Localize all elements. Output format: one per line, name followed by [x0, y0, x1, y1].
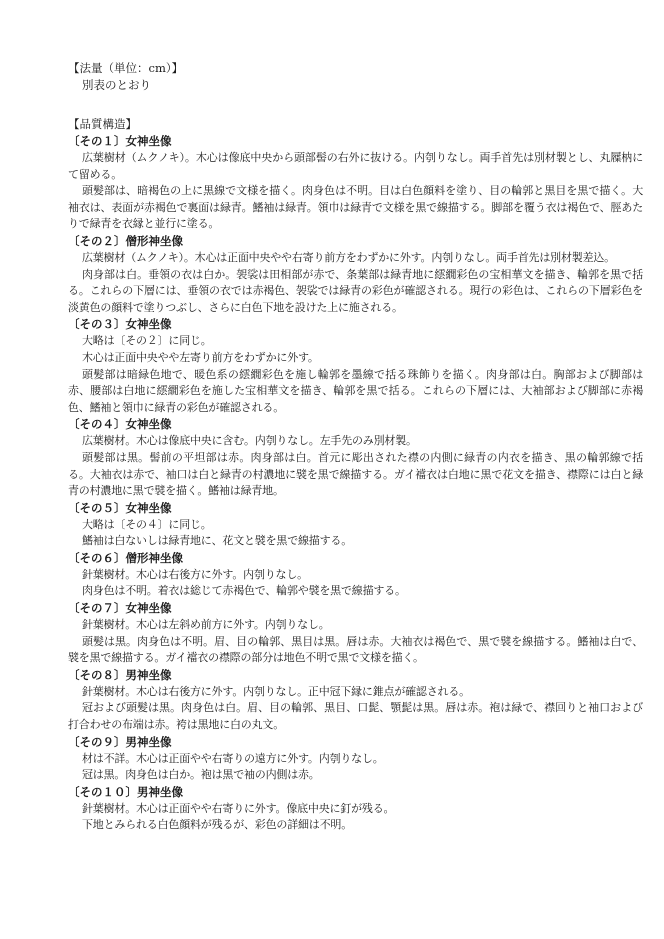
- statue-list: [68, 133, 643, 834]
- statue-paragraph: 広葉樹材（ムクノキ）。木心は像底中央から頭部髻の右外に抜ける。内刳りなし。両手首先は別材製とし、丸屧枘にて留める。: [68, 151, 643, 181]
- statue-section: [68, 500, 643, 550]
- statue-paragraph: 頭髪は黒。肉身色は不明。眉、目の輪郭、黒目は黒。唇は赤。大袖衣は褐色で、黒で襞を線描する。鰭袖は白で、襞を黒で線描する。ガイ襠衣の襟際の部分は地色不明で黒で文様を描く。: [68, 634, 643, 665]
- statue-section: [68, 133, 643, 233]
- statue-section: [68, 550, 643, 600]
- statue-section: [68, 667, 643, 734]
- statue-paragraph: 大略は〔その２〕に同じ。: [82, 334, 212, 348]
- statue-title: 〔その５〕女神坐像: [68, 500, 172, 515]
- statue-title: 〔その１０〕男神坐像: [68, 784, 183, 799]
- statue-title: 〔その９〕男神坐像: [68, 734, 172, 749]
- statue-paragraph: 針葉樹材。木心は右後方に外す。内刳りなし。: [82, 567, 308, 581]
- statue-paragraph: 下地とみられる白色顔料が残るが、彩色の詳細は不明。: [82, 818, 352, 832]
- statue-section: [68, 734, 643, 784]
- statue-paragraph: 針葉樹材。木心は正面やや右寄りに外す。像底中央に釘が残る。: [82, 801, 395, 815]
- quality-heading: 【品質構造】: [68, 117, 137, 131]
- statue-paragraph: 広葉樹材。木心は像底中央に含む。内刳りなし。左手先のみ別材製。: [82, 434, 417, 448]
- statue-paragraph: 肉身部は白。垂領の衣は白か。袈裟は田相部が赤で、条葉部は緑青地に繧繝彩色の宝相華文を描き、輪郭を黒で括る。これらの下層には、垂領の衣では赤褐色、袈裟では緑青の彩色が確認される。現行の彩色は、これらの下層彩色を淡黄色の顔料で塗りつぶし、さらに白色下地を設けた上に施される。: [68, 267, 643, 314]
- statue-paragraph: 頭髪部は黒。髻前の平坦部は赤。肉身部は白。首元に彫出された襟の内側に緑青の内衣を描き、黒の輪郭線で括る。大袖衣は赤で、袖口は白と緑青の村濃地に襞を黒で線描する。ガイ襠衣は白地に黒で花文を描き、襟際には白と緑青の村濃地に黒で襞を描く。鰭袖は緑青地。: [68, 450, 643, 498]
- statue-paragraph: 冠は黒。肉身色は白か。袍は黒で袖の内側は赤。: [82, 768, 320, 782]
- statue-paragraph: 針葉樹材。木心は左斜め前方に外す。内刳りなし。: [82, 618, 330, 632]
- section-gap: [68, 94, 643, 116]
- statue-paragraph: 頭髪部は、暗褐色の上に黒線で文様を描く。肉身色は不明。目は白色顔料を塗り、目の輪郭と黒目を黒で描く。大袖衣は、表面が赤褐色で裏面は緑青。鰭袖は緑青。領巾は緑青で文様を黒で線描する。脚部を覆う衣は褐色で、脛あたりで緑青を衣縁と並行に塗る。: [68, 184, 643, 231]
- statue-title: 〔その２〕僧形神坐像: [68, 233, 183, 248]
- statue-section: [68, 233, 643, 316]
- statue-paragraph: 木心は正面中央やや左寄り前方をわずかに外す。: [82, 350, 319, 364]
- document-page: [68, 60, 643, 834]
- statue-paragraph: 鰭袖は白ないしは緑青地に、花文と襞を黒で線描する。: [82, 534, 352, 548]
- statue-title: 〔その１〕女神坐像: [68, 134, 172, 148]
- dimensions-heading: 【法量（単位：cm）】: [68, 61, 184, 75]
- statue-section: [68, 416, 643, 499]
- statue-section: [68, 784, 643, 834]
- statue-paragraph: 肉身色は不明。着衣は総じて赤褐色で、輪郭や襞を黒で線描する。: [82, 584, 406, 598]
- statue-section: [68, 600, 643, 667]
- statue-paragraph: 頭髪部は暗緑色地で、暖色系の繧繝彩色を施し輪郭を墨線で括る珠飾りを描く。肉身部は白。胸部および脚部は赤、腰部は白地に繧繝彩色を施した宝相華文を描き、輪郭を黒で括る。これらの下層には、大袖部および脚部に赤褐色、鰭袖と領巾に緑青の彩色が確認される。: [68, 367, 643, 414]
- dimensions-body: 別表のとおり: [82, 78, 151, 92]
- statue-title: 〔その６〕僧形神坐像: [68, 550, 183, 565]
- statue-paragraph: 広葉樹材（ムクノキ）。木心は正面中央やや右寄り前方をわずかに外す。内刳りなし。両手首先は別材製差込。: [82, 250, 615, 264]
- statue-title: 〔その３〕女神坐像: [68, 317, 172, 332]
- statue-title: 〔その４〕女神坐像: [68, 417, 172, 432]
- statue-title: 〔その８〕男神坐像: [68, 667, 172, 682]
- statue-paragraph: 大略は〔その４〕に同じ。: [82, 517, 212, 531]
- statue-paragraph: 材は不詳。木心は正面やや右寄りの遠方に外す。内刳りなし。: [82, 751, 384, 765]
- statue-paragraph: 冠および頭髪は黒。肉身色は白。眉、目の輪郭、黒目、口髭、顎髭は黒。唇は赤。袍は緑で、襟回りと袖口および打合わせの布端は赤。袴は黒地に白の丸文。: [68, 701, 643, 732]
- statue-section: [68, 316, 643, 416]
- statue-paragraph: 針葉樹材。木心は右後方に外す。内刳りなし。正中冠下縁に錐点が確認される。: [82, 684, 470, 698]
- statue-title: 〔その７〕女神坐像: [68, 601, 172, 616]
